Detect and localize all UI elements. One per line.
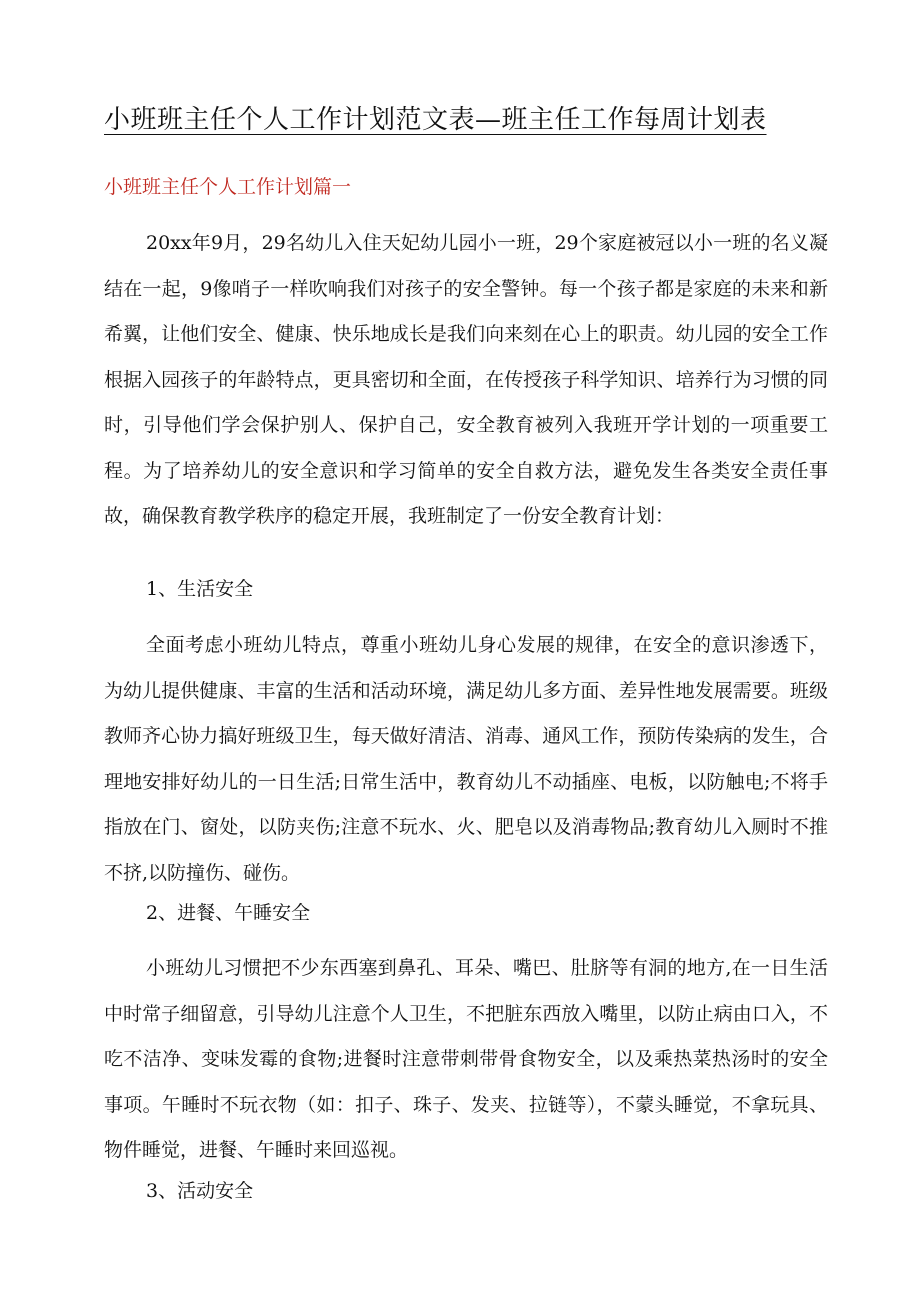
section-heading: 小班班主任个人工作计划篇一 [104,176,352,198]
life-safety-paragraph: 全面考虑小班幼儿特点，尊重小班幼儿身心发展的规律，在安全的意识渗透下，为幼儿提供健康、丰富的生活和活动环境，满足幼儿多方面、差异性地发展需要。班级教师齐心协力搞好班级卫生，每天做好清洁、消毒、通风工作，预防传染病的发生，合理地安排好幼儿的一日生活;日常生活中，教育幼儿不动插座、电板，以防触电;不将手指放在门、窗处，以防夹伤;注意不玩水、火、肥皂以及消毒物品;教育幼儿入厕时不推不挤,以防撞伤、碰伤。 [104,634,828,884]
subheading-life-safety: 1、生活安全 [146,578,254,600]
intro-paragraph: 20xx年9月，29名幼儿入住天妃幼儿园小一班，29个家庭被冠以小一班的名义凝结在一起，9像哨子一样吹响我们对孩子的安全警钟。每一个孩子都是家庭的未来和新希翼，让他们安全、健康、快乐地成长是我们向来刻在心上的职责。幼儿园的安全工作根据入园孩子的年龄特点，更具密切和全面，在传授孩子科学知识、培养行为习惯的同时，引导他们学会保护别人、保护自己，安全教育被列入我班开学计划的一项重要工程。为了培养幼儿的安全意识和学习简单的安全自救方法，避免发生各类安全责任事故，确保教育教学秩序的稳定开展，我班制定了一份安全教育计划： [104,232,828,527]
meal-nap-safety-paragraph: 小班幼儿习惯把不少东西塞到鼻孔、耳朵、嘴巴、肚脐等有洞的地方,在一日生活中时常子细留意，引导幼儿注意个人卫生，不把脏东西放入嘴里，以防止病由口入，不吃不洁净、变味发霉的食物;进餐时注意带刺带骨食物安全，以及乘热菜热汤时的安全事项。午睡时不玩衣物（如：扣子、珠子、发夹、拉链等），不蒙头睡觉，不拿玩具、物件睡觉，进餐、午睡时来回巡视。 [104,957,828,1161]
document-title: 小班班主任个人工作计划范文表—班主任工作每周计划表 [104,105,767,135]
subheading-activity-safety: 3、活动安全 [146,1180,254,1202]
subheading-meal-nap-safety: 2、进餐、午睡安全 [146,902,311,924]
